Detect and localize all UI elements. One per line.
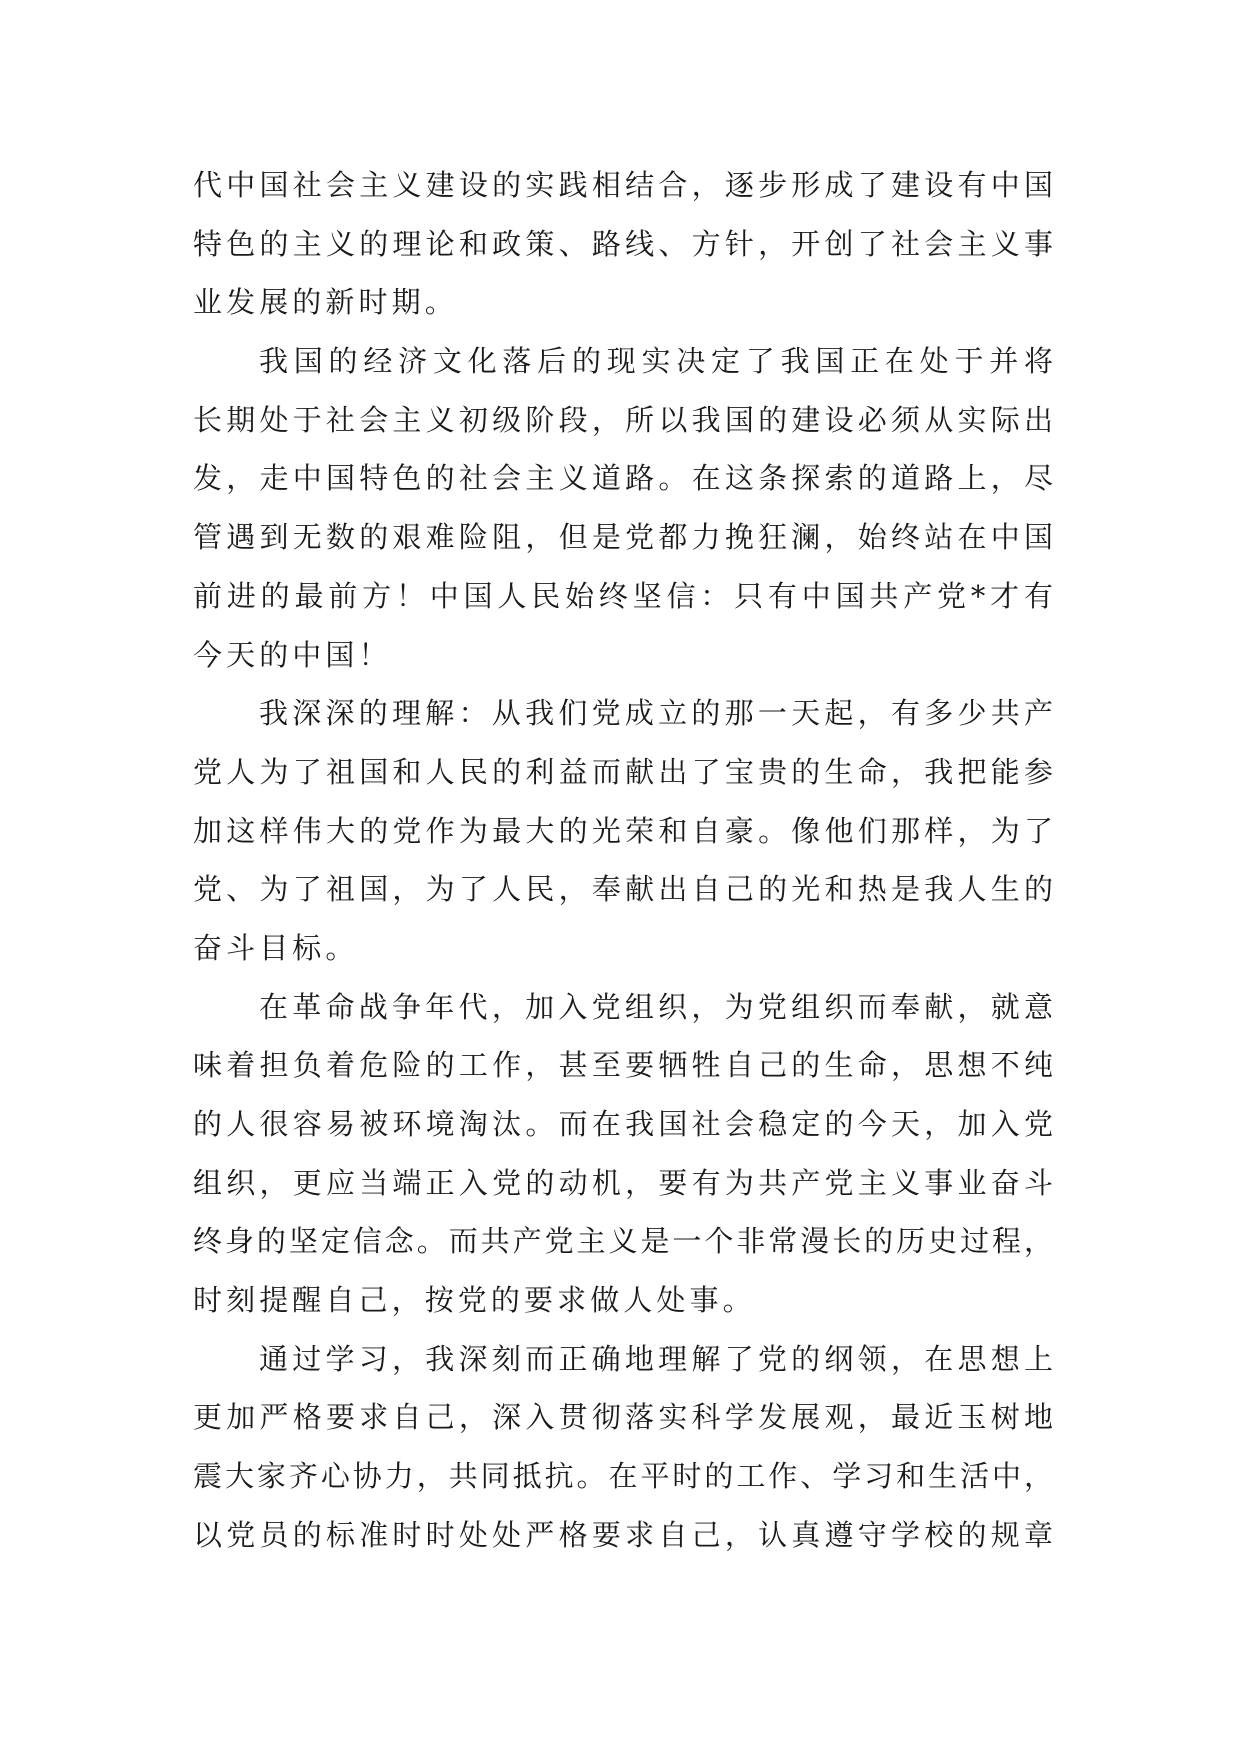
- paragraph: [193, 1330, 1053, 1565]
- paragraph: [193, 156, 1053, 332]
- text-line: 党、为了祖国，为了人民，奉献出自己的光和热是我人生的: [193, 872, 1053, 907]
- text-line: 管遇到无数的艰难险阻，但是党都力挽狂澜，始终站在中国: [193, 520, 1053, 555]
- text-line: 党人为了祖国和人民的利益而献出了宝贵的生命，我把能参: [193, 754, 1053, 789]
- text-line: 更加严格要求自己，深入贯彻落实科学发展观，最近玉树地: [193, 1400, 1053, 1435]
- text-line: 发，走中国特色的社会主义道路。在这条探索的道路上，尽: [193, 461, 1053, 496]
- paragraph: [193, 684, 1053, 977]
- text-line: 以党员的标准时时处处严格要求自己，认真遵守学校的规章: [193, 1517, 1053, 1552]
- text-line: 业发展的新时期。: [193, 285, 458, 320]
- text-line: 在革命战争年代，加入党组织，为党组织而奉献，就意: [259, 989, 1053, 1024]
- text-line: 通过学习，我深刻而正确地理解了党的纲领，在思想上: [259, 1341, 1053, 1376]
- text-line: 长期处于社会主义初级阶段，所以我国的建设必须从实际出: [193, 402, 1053, 437]
- text-line: 组织，更应当端正入党的动机，要有为共产党主义事业奋斗: [193, 1165, 1053, 1200]
- text-line: 奋斗目标。: [193, 930, 359, 965]
- text-line: 的人很容易被环境淘汰。而在我国社会稳定的今天，加入党: [193, 1107, 1053, 1141]
- text-line: 我深深的理解：从我们党成立的那一天起，有多少共产: [259, 696, 1053, 731]
- text-line: 终身的坚定信念。而共产党主义是一个非常漫长的历史过程，: [193, 1224, 1053, 1259]
- text-line: 代中国社会主义建设的实践相结合，逐步形成了建设有中国: [193, 168, 1053, 202]
- text-line: 今天的中国！: [193, 637, 392, 672]
- text-line: 加这样伟大的党作为最大的光荣和自豪。像他们那样，为了: [193, 813, 1053, 848]
- document-body: [193, 156, 1053, 1565]
- text-line: 震大家齐心协力，共同抵抗。在平时的工作、学习和生活中，: [193, 1459, 1053, 1494]
- paragraph: [193, 332, 1053, 684]
- text-line: 时刻提醒自己，按党的要求做人处事。: [193, 1283, 756, 1318]
- text-line: 味着担负着危险的工作，甚至要牺牲自己的生命，思想不纯: [193, 1048, 1053, 1083]
- text-line: 前进的最前方！中国人民始终坚信：只有中国共产党*才有: [193, 578, 1053, 613]
- text-line: 我国的经济文化落后的现实决定了我国正在处于并将: [259, 344, 1053, 379]
- text-line: 特色的主义的理论和政策、路线、方针，开创了社会主义事: [193, 226, 1053, 261]
- paragraph: [193, 978, 1053, 1330]
